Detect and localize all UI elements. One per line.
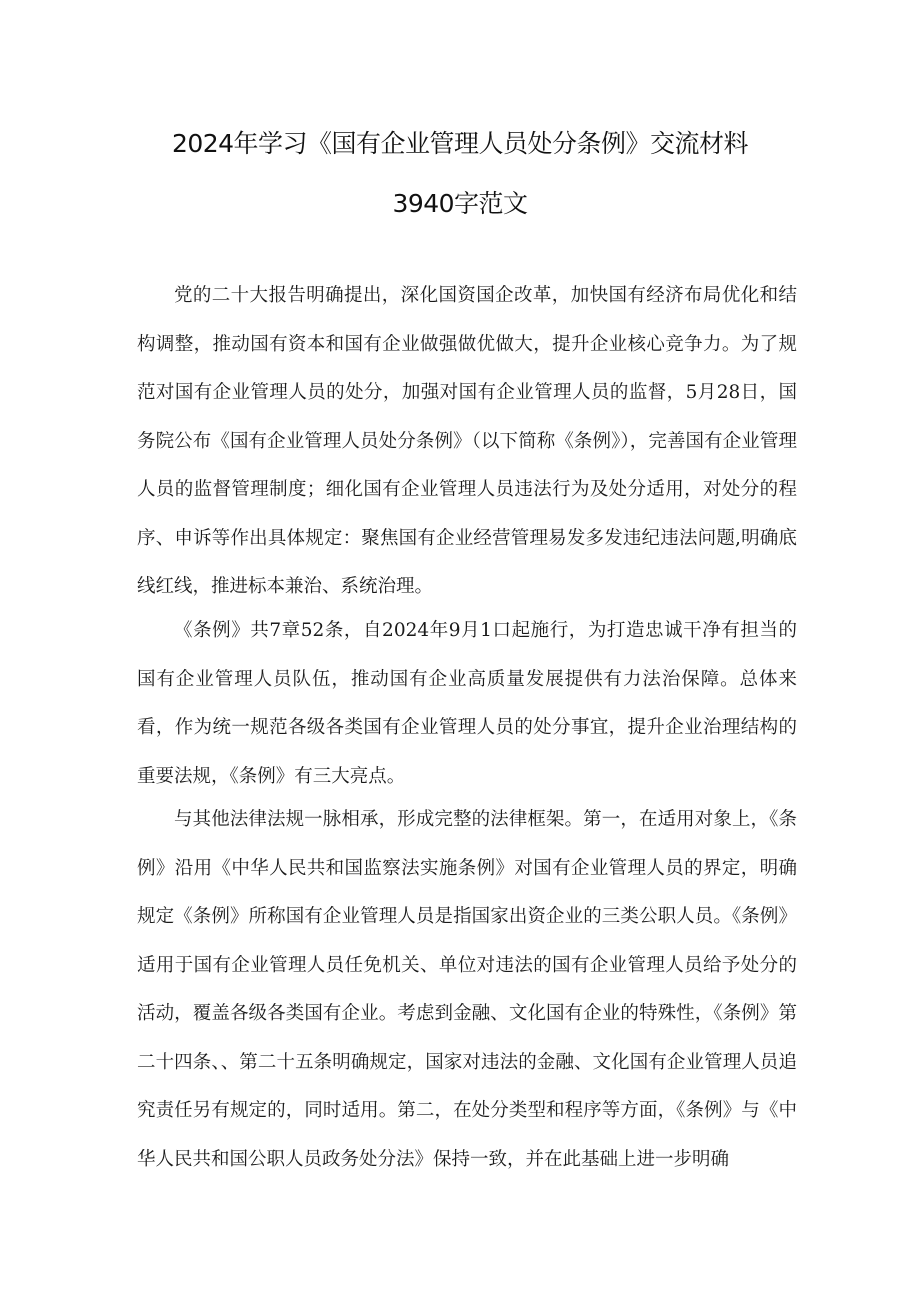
paragraph-overview: 《条例》共7章52条，自2024年9月1口起施行，为打造忠诚干净有担当的国有企业管理人员队伍，推动国有企业高质量发展提供有力法治保障。总体来看，作为统一规范各级各类国有企业管理人员的处分事宜，提升企业治理结构的重要法规，《条例》有三大亮点。 — [137, 620, 797, 787]
paragraph-highlight-one: 与其他法律法规一脉相承，形成完整的法律框架。第一，在适用对象上，《条例》沿用《中华人民共和国监察法实施条例》对国有企业管理人员的界定，明确规定《条例》所称国有企业管理人员是指国家出资企业的三类公职人员。《条例》适用于国有企业管理人员任免机关、单位对违法的国有企业管理人员给予处分的活动，覆盖各级各类国有企业。考虑到金融、文化国有企业的特殊性，《条例》第二十四条、、第二十五条明确规定，国家对违法的金融、文化国有企业管理人员追究责任另有规定的，同时适用。第二，在处分类型和程序等方面，《条例》与《中华人民共和国公职人员政务处分法》保持一致，并在此基础上进一步明确 — [137, 809, 797, 1170]
document-title-line-1: 2024年学习《国有企业管理人员处分条例》交流材料 — [171, 129, 749, 158]
paragraph-intro: 党的二十大报告明确提出，深化国资国企改革，加快国有经济布局优化和结构调整，推动国有资本和国有企业做强做优做大，提升企业核心竞争力。为了规范对国有企业管理人员的处分，加强对国有企业管理人员的监督，5月28日，国务院公布《国有企业管理人员处分条例》（以下简称《条例》），完善国有企业管理人员的监督管理制度；细化国有企业管理人员违法行为及处分适用，对处分的程序、申诉等作出具体规定：聚焦国有企业经营管理易发多发违纪违法问题,明确底线红线，推进标本兼治、系统治理。 — [137, 285, 797, 597]
document-title-line-2: 3940字范文 — [392, 189, 528, 218]
